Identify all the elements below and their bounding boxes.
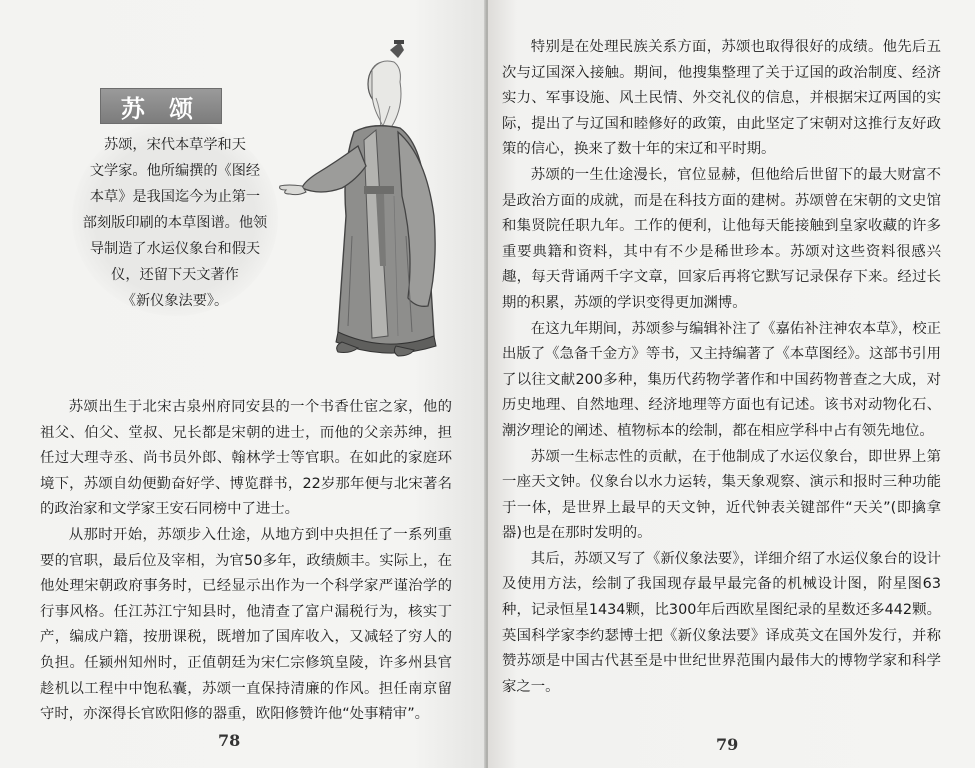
intro-line: 文学家。他所编撰的《图经: [89, 163, 261, 179]
paragraph: 苏颂一生标志性的贡献，在于他制成了水运仪象台，即世界上第一座天文钟。仪象台以水力运转，集天象观察、演示和报时三种功能于一体，是世界上最早的天文钟，近代钟表关键部件“天关”(即擒拿器)也是在那时发明的。: [502, 448, 941, 542]
title-banner: [100, 88, 222, 124]
paragraph: 其后，苏颂又写了《新仪象法要》，详细介绍了水运仪象台的设计及使用方法，绘制了我国现存最早最完备的机械设计图，附星图63种，记录恒星1434颗，比300年后西欧星图纪录的星数还多442颗。英国科学家李约瑟博士把《新仪象法要》译成英文在国外发行，并称赞苏颂是中国古代甚至是中世纪世界范围内最伟大的博物学家和科学家之一。: [502, 550, 941, 695]
paragraph: 苏颂的一生仕途漫长，官位显赫，但他给后世留下的最大财富不是政治方面的成就，而是在科技方面的建树。苏颂曾在宋朝的文史馆和集贤院任职九年。工作的便利，让他每天能接触到皇家收藏的许多重要典籍和资料，其中有不少是稀世珍本。苏颂对这些资料很感兴趣，每天背诵两千字文章，回家后再将它默写记录保存下来。经过长期的积累，苏颂的学识变得更加渊博。: [502, 166, 941, 311]
page-number: 78: [218, 731, 241, 750]
intro-text: [62, 132, 288, 314]
intro-line: 部刻版印刷的本草图谱。他领: [82, 215, 268, 231]
scholar-illustration: [276, 36, 452, 358]
page-title: 苏 颂: [120, 93, 202, 123]
paragraph: 苏颂出生于北宋古泉州府同安县的一个书香仕宦之家，他的祖父、伯父、堂叔、兄长都是宋朝的进士，而他的父亲苏绅，担任过大理寺丞、尚书员外郎、翰林学士等官职。在如此的家庭环境下，苏颂自幼便勤奋好学、博览群书，22岁那年便与北宋著名的政治家和文学家王安石同榜中了进士。: [40, 399, 452, 518]
left-body-text: [40, 395, 452, 728]
intro-line: 苏颂，宋代本草学和天: [104, 137, 246, 153]
right-page: [488, 0, 975, 768]
paragraph: 特别是在处理民族关系方面，苏颂也取得很好的成绩。他先后五次与辽国深入接触。期间，他搜集整理了关于辽国的政治制度、经济实力、军事设施、风土民情、外交礼仪的信息，并根据宋辽两国的实际，提出了与辽国和睦修好的政策，由此坚定了宋朝对这推行友好政策的信心，换来了数十年的宋辽和平时期。: [502, 39, 941, 158]
page-number: 79: [716, 735, 739, 754]
intro-line: 仪，还留下天文著作: [111, 267, 239, 283]
intro-line: 导制造了水运仪象台和假天: [89, 241, 261, 257]
right-body-text: [502, 35, 941, 700]
left-page: [0, 0, 486, 768]
intro-line: 本草》是我国迄今为止第一: [89, 189, 261, 205]
intro-line: 《新仪象法要》。: [121, 293, 229, 309]
paragraph: 在这九年期间，苏颂参与编辑补注了《嘉佑补注神农本草》，校正出版了《急备千金方》等书，又主持编著了《本草图经》。这部书引用了以往文献200多种，集历代药物学著作和中国药物普查之大成，对历史地理、自然地理、经济地理等方面也有记述。该书对动物化石、潮汐理论的阐述、植物标本的绘制，都在相应学科中占有领先地位。: [502, 320, 941, 439]
paragraph: 从那时开始，苏颂步入仕途，从地方到中央担任了一系列重要的官职，最后位及宰相，为官50多年，政绩颇丰。实际上，在他处理宋朝政府事务时，已经显示出作为一个科学家严谨治学的行事风格。任江苏江宁知县时，他清查了富户漏税行为，核实丁产，编成户籍，按册课税，既增加了国库收入，又减轻了穷人的负担。任颍州知州时，正值朝廷为宋仁宗修筑皇陵，许多州县官趁机以工程中中饱私囊，苏颂一直保持清廉的作风。担任南京留守时，亦深得长官欧阳修的器重，欧阳修赞许他“处事精审”。: [40, 526, 452, 723]
